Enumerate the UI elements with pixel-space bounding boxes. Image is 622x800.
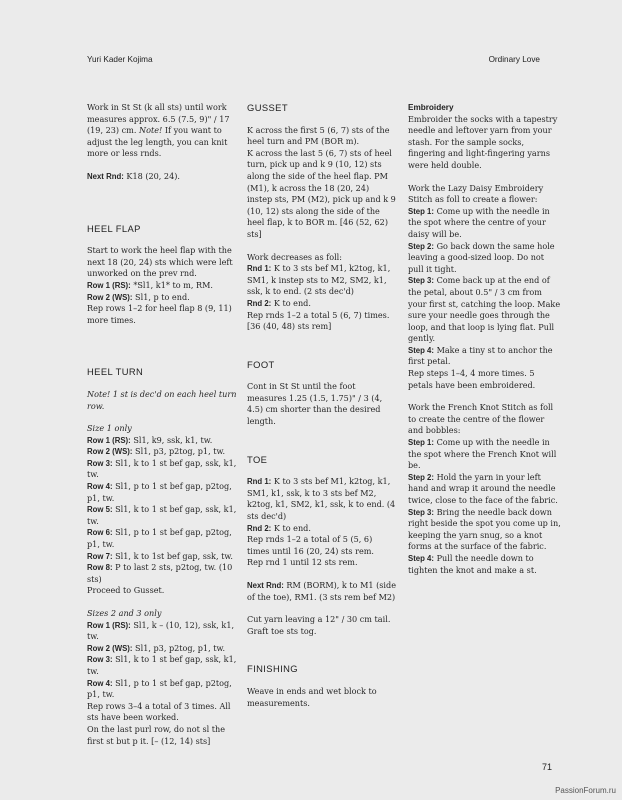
rnd-label: Rnd 1: xyxy=(247,477,272,487)
heel-flap-repeat: Rep rows 1–2 for heel flap 8 (9, 11) more times. xyxy=(87,303,232,325)
size-23-label xyxy=(87,608,237,620)
embroidery-intro: Embroider the socks with a tapestry needle and leftover yarn from your stash. For the sample socks, fingering and light-fingering yarns were held double. xyxy=(408,113,558,170)
step-line-text: Hold the yarn in your left hand and wrap it around the needle twice, close to the face of the fabric. xyxy=(408,471,558,505)
row-line xyxy=(87,678,237,701)
lazy-daisy-intro: Work the Lazy Daisy Embroidery Stitch as foll to create a flower: xyxy=(408,182,544,205)
rnd-label: Next Rnd: xyxy=(247,581,284,590)
size-23-last: On the last purl row, do not sl the first st but p it. [– (12, 14) sts] xyxy=(87,723,226,746)
note-lead: Note! xyxy=(87,388,111,399)
step-line-text: Come back up at the end of the petal, about 0.5" / 3 cm from your first st, catching the loop. Make sure your needle goes through the loop, and that loop is lying flat. Pull gently. xyxy=(408,275,561,344)
step-line xyxy=(408,553,561,576)
row-line-text: Sl1, k – (10, 12), ssk, k1, tw. xyxy=(87,619,235,642)
row-line xyxy=(87,481,237,504)
step-line xyxy=(408,507,561,553)
row-line-label: Row 1 (RS): xyxy=(87,620,131,630)
gusset-p2: K across the last 5 (6, 7) sts of heel turn, pick up and k 9 (10, 12) sts along the side of the heel flap. PM (M1), k across the 18 (20, 24) instep sts, PM (M2), pick up and k 9 (10, 12) sts along the side of the heel flap, k to BOR m. [46 (52, 62) sts] xyxy=(247,147,396,239)
next-rnd-text: K18 (20, 24). xyxy=(123,170,180,181)
step-line-label: Step 4: xyxy=(408,553,434,563)
row-line-text: Sl1, p3, p2tog, p1, tw. xyxy=(132,446,226,457)
step-line-label: Step 1: xyxy=(408,438,434,448)
heel-flap-heading: HEEL FLAP xyxy=(87,222,141,234)
size-23-repeat: Rep rows 3–4 a total of 3 times. All sts have been worked. xyxy=(87,700,231,723)
step-line-label: Step 3: xyxy=(408,507,434,517)
step-line xyxy=(408,241,561,276)
row-line-text: Sl1, p to 1 st bef gap, p2tog, p1, tw. xyxy=(87,481,232,503)
row-line-label: Row 4: xyxy=(87,678,113,688)
row-line xyxy=(87,551,237,563)
row-line-text: P to last 2 sts, p2tog, tw. (10 sts) xyxy=(87,562,233,584)
rnd-line xyxy=(247,263,396,298)
step-line xyxy=(408,345,561,368)
rnd-line xyxy=(247,298,396,310)
gusset-p1: K across the first 5 (6, 7) sts of the heel turn and PM (BOR m). xyxy=(247,124,390,147)
step-line-text: Pull the needle down to tighten the knot and make a st. xyxy=(408,552,537,575)
header-title: Ordinary Love xyxy=(488,55,540,64)
toe-cut: Cut yarn leaving a 12" / 30 cm tail. Graft toe sts tog. xyxy=(247,614,391,636)
foot-text: Cont in St St until the foot measures 1.25 (1.5, 1.75)" / 3 (4, 4.5) cm shorter than the desired length. xyxy=(247,381,383,427)
step-line-label: Step 4: xyxy=(408,345,434,355)
paragraph xyxy=(87,102,237,160)
rnd-line xyxy=(247,523,396,535)
row-line xyxy=(87,292,237,304)
lazy-daisy-steps xyxy=(408,206,561,368)
header-author: Yuri Kader Kojima xyxy=(87,55,153,64)
step-line-text: Come up with the needle in the spot where the centre of your daisy will be. xyxy=(408,205,550,239)
paragraph xyxy=(87,171,237,183)
row-line-label: Row 8: xyxy=(87,563,113,573)
toe-heading: TOE xyxy=(247,453,268,465)
row-line-text: Sl1, p3, p2tog, p1, tw. xyxy=(132,642,226,653)
next-rnd-label: Next Rnd: xyxy=(87,171,124,181)
step-line-label: Step 2: xyxy=(408,241,434,251)
row-text: *Sl1, k1* to m, RM. xyxy=(130,279,213,290)
step-line-text: Come up with the needle in the spot where the French Knot will be. xyxy=(408,437,557,471)
row-line-label: Row 1 (RS): xyxy=(87,435,131,445)
size-1-rows xyxy=(87,435,237,586)
rnd-label: Rnd 1: xyxy=(247,264,272,274)
lazy-daisy-repeat: Rep steps 1–4, 4 more times. 5 petals have been embroidered. xyxy=(408,368,536,390)
french-knot-steps xyxy=(408,437,561,576)
row-line-text: Sl1, k to 1 st bef gap, ssk, k1, tw. xyxy=(87,457,237,480)
size-23-rows xyxy=(87,620,237,701)
intro-text: Work in St St (k all sts) until work measures approx. 6.5 (7.5, 9)" / 17 (19, 23) cm. xyxy=(87,102,230,136)
row-line-label: Row 3: xyxy=(87,655,113,665)
step-line-label: Step 3: xyxy=(408,276,434,286)
row-line-label: Row 4: xyxy=(87,482,113,492)
row-label: Row 2 (WS): xyxy=(87,292,133,302)
rnd-label: Rnd 2: xyxy=(247,298,272,308)
finishing-heading: FINISHING xyxy=(247,663,298,675)
toe-repeat: Rep rnds 1–2 a total of 5 (5, 6) times until 16 (20, 24) sts rem. xyxy=(247,534,375,556)
row-line xyxy=(87,446,237,458)
rnd-text: K to end. xyxy=(271,522,311,533)
step-line xyxy=(408,472,561,507)
row-line xyxy=(87,643,237,655)
row-line xyxy=(87,527,237,550)
row-line-text: Sl1, k to 1st bef gap, ssk, tw. xyxy=(112,550,233,561)
step-line xyxy=(408,275,561,345)
row-line-text: Sl1, k9, ssk, k1, tw. xyxy=(130,434,213,445)
row-line-text: Sl1, p to 1 st bef gap, p2tog, p1, tw. xyxy=(87,677,232,700)
gusset-heading: GUSSET xyxy=(247,102,288,113)
row-line-label: Row 2 (WS): xyxy=(87,643,133,653)
row-line xyxy=(87,654,237,677)
rnd-label: Rnd 2: xyxy=(247,523,272,533)
step-line-label: Step 2: xyxy=(408,472,434,482)
step-line-text: Go back down the same hole leaving a good-sized loop. Do not pull it tight. xyxy=(408,240,555,274)
watermark: PassionForum.ru xyxy=(555,786,616,795)
row-line-text: Sl1, k to 1 st bef gap, ssk, k1, tw. xyxy=(87,654,237,676)
step-line xyxy=(408,437,561,472)
paragraph xyxy=(87,389,237,412)
size-1-text: Size 1 only xyxy=(87,423,132,434)
note-lead: Note! xyxy=(139,125,163,136)
row-line-label: Row 2 (WS): xyxy=(87,447,133,457)
size-23-text: Sizes 2 and 3 only xyxy=(87,608,162,618)
rnd-text: K to 3 sts bef M1, k2tog, k1, SM1, k instep sts to M2, SM2, k1, ssk, k to end. (2 sts dec'd) xyxy=(247,263,391,297)
embroidery-heading: Embroidery xyxy=(408,103,454,112)
french-knot-intro: Work the French Knot Stitch as foll to create the centre of the flower and bobbles: xyxy=(408,402,554,436)
row-line xyxy=(87,435,237,447)
rnd-line xyxy=(247,580,396,603)
row-line xyxy=(87,280,237,292)
gusset-dec-intro: Work decreases as foll: xyxy=(247,251,342,262)
note-text: If you want to adjust the leg length, you can knit more or less rnds. xyxy=(87,125,228,159)
row-line xyxy=(87,458,237,481)
step-line-text: Make a tiny st to anchor the first petal. xyxy=(408,344,553,367)
rnd-text: K to end. xyxy=(271,297,311,308)
rnd-text: RM (BORM), k to M1 (side of the toe), RM1. (3 sts rem bef M2) xyxy=(247,580,396,602)
gusset-repeat: Rep rnds 1–2 a total 5 (6, 7) times. [36 (40, 48) sts rem] xyxy=(247,309,390,332)
finishing-text: Weave in ends and wet block to measurements. xyxy=(247,685,377,708)
row-line-label: Row 7: xyxy=(87,551,113,561)
row-line-text: Sl1, p to 1 st bef gap, p2tog, p1, tw. xyxy=(87,527,232,550)
column-1 xyxy=(87,102,237,747)
heel-flap-intro: Start to work the heel flap with the next 18 (20, 24) sts which were left unworked on the prev rnd. xyxy=(87,245,233,279)
row-line-label: Row 6: xyxy=(87,528,113,538)
rnd-text: K to 3 sts bef M1, k2tog, k1, SM1, k1, ssk, k to 3 sts bef M2, k2tog, k1, SM2, k1, ssk, k to end. (4 sts dec'd) xyxy=(247,476,396,522)
step-line xyxy=(408,206,561,241)
toe-rep1: Rep rnd 1 until 12 sts rem. xyxy=(247,557,358,568)
column-2 xyxy=(247,102,396,709)
row-line xyxy=(87,620,237,643)
page-number: 71 xyxy=(542,762,553,772)
heel-turn-heading: HEEL TURN xyxy=(87,366,144,378)
column-3 xyxy=(408,102,561,576)
size-1-label xyxy=(87,423,237,435)
row-line xyxy=(87,504,237,527)
rnd-line xyxy=(247,476,396,522)
row-label: Row 1 (RS): xyxy=(87,280,131,290)
foot-heading: FOOT xyxy=(247,358,275,370)
row-line-label: Row 3: xyxy=(87,458,113,468)
step-line-text: Bring the needle back down right beside the spot you come up in, keeping the yarn snug, so a knot forms at the surface of the fabric. xyxy=(408,506,561,552)
step-line-label: Step 1: xyxy=(408,206,434,216)
size-1-end: Proceed to Gusset. xyxy=(87,585,165,596)
row-line-label: Row 5: xyxy=(87,505,113,515)
row-line-text: Sl1, k to 1 st bef gap, ssk, k1, tw. xyxy=(87,504,237,526)
row-text: Sl1, p to end. xyxy=(132,291,190,302)
note-text: 1 st is dec'd on each heel turn row. xyxy=(87,388,237,411)
row-line xyxy=(87,562,237,585)
